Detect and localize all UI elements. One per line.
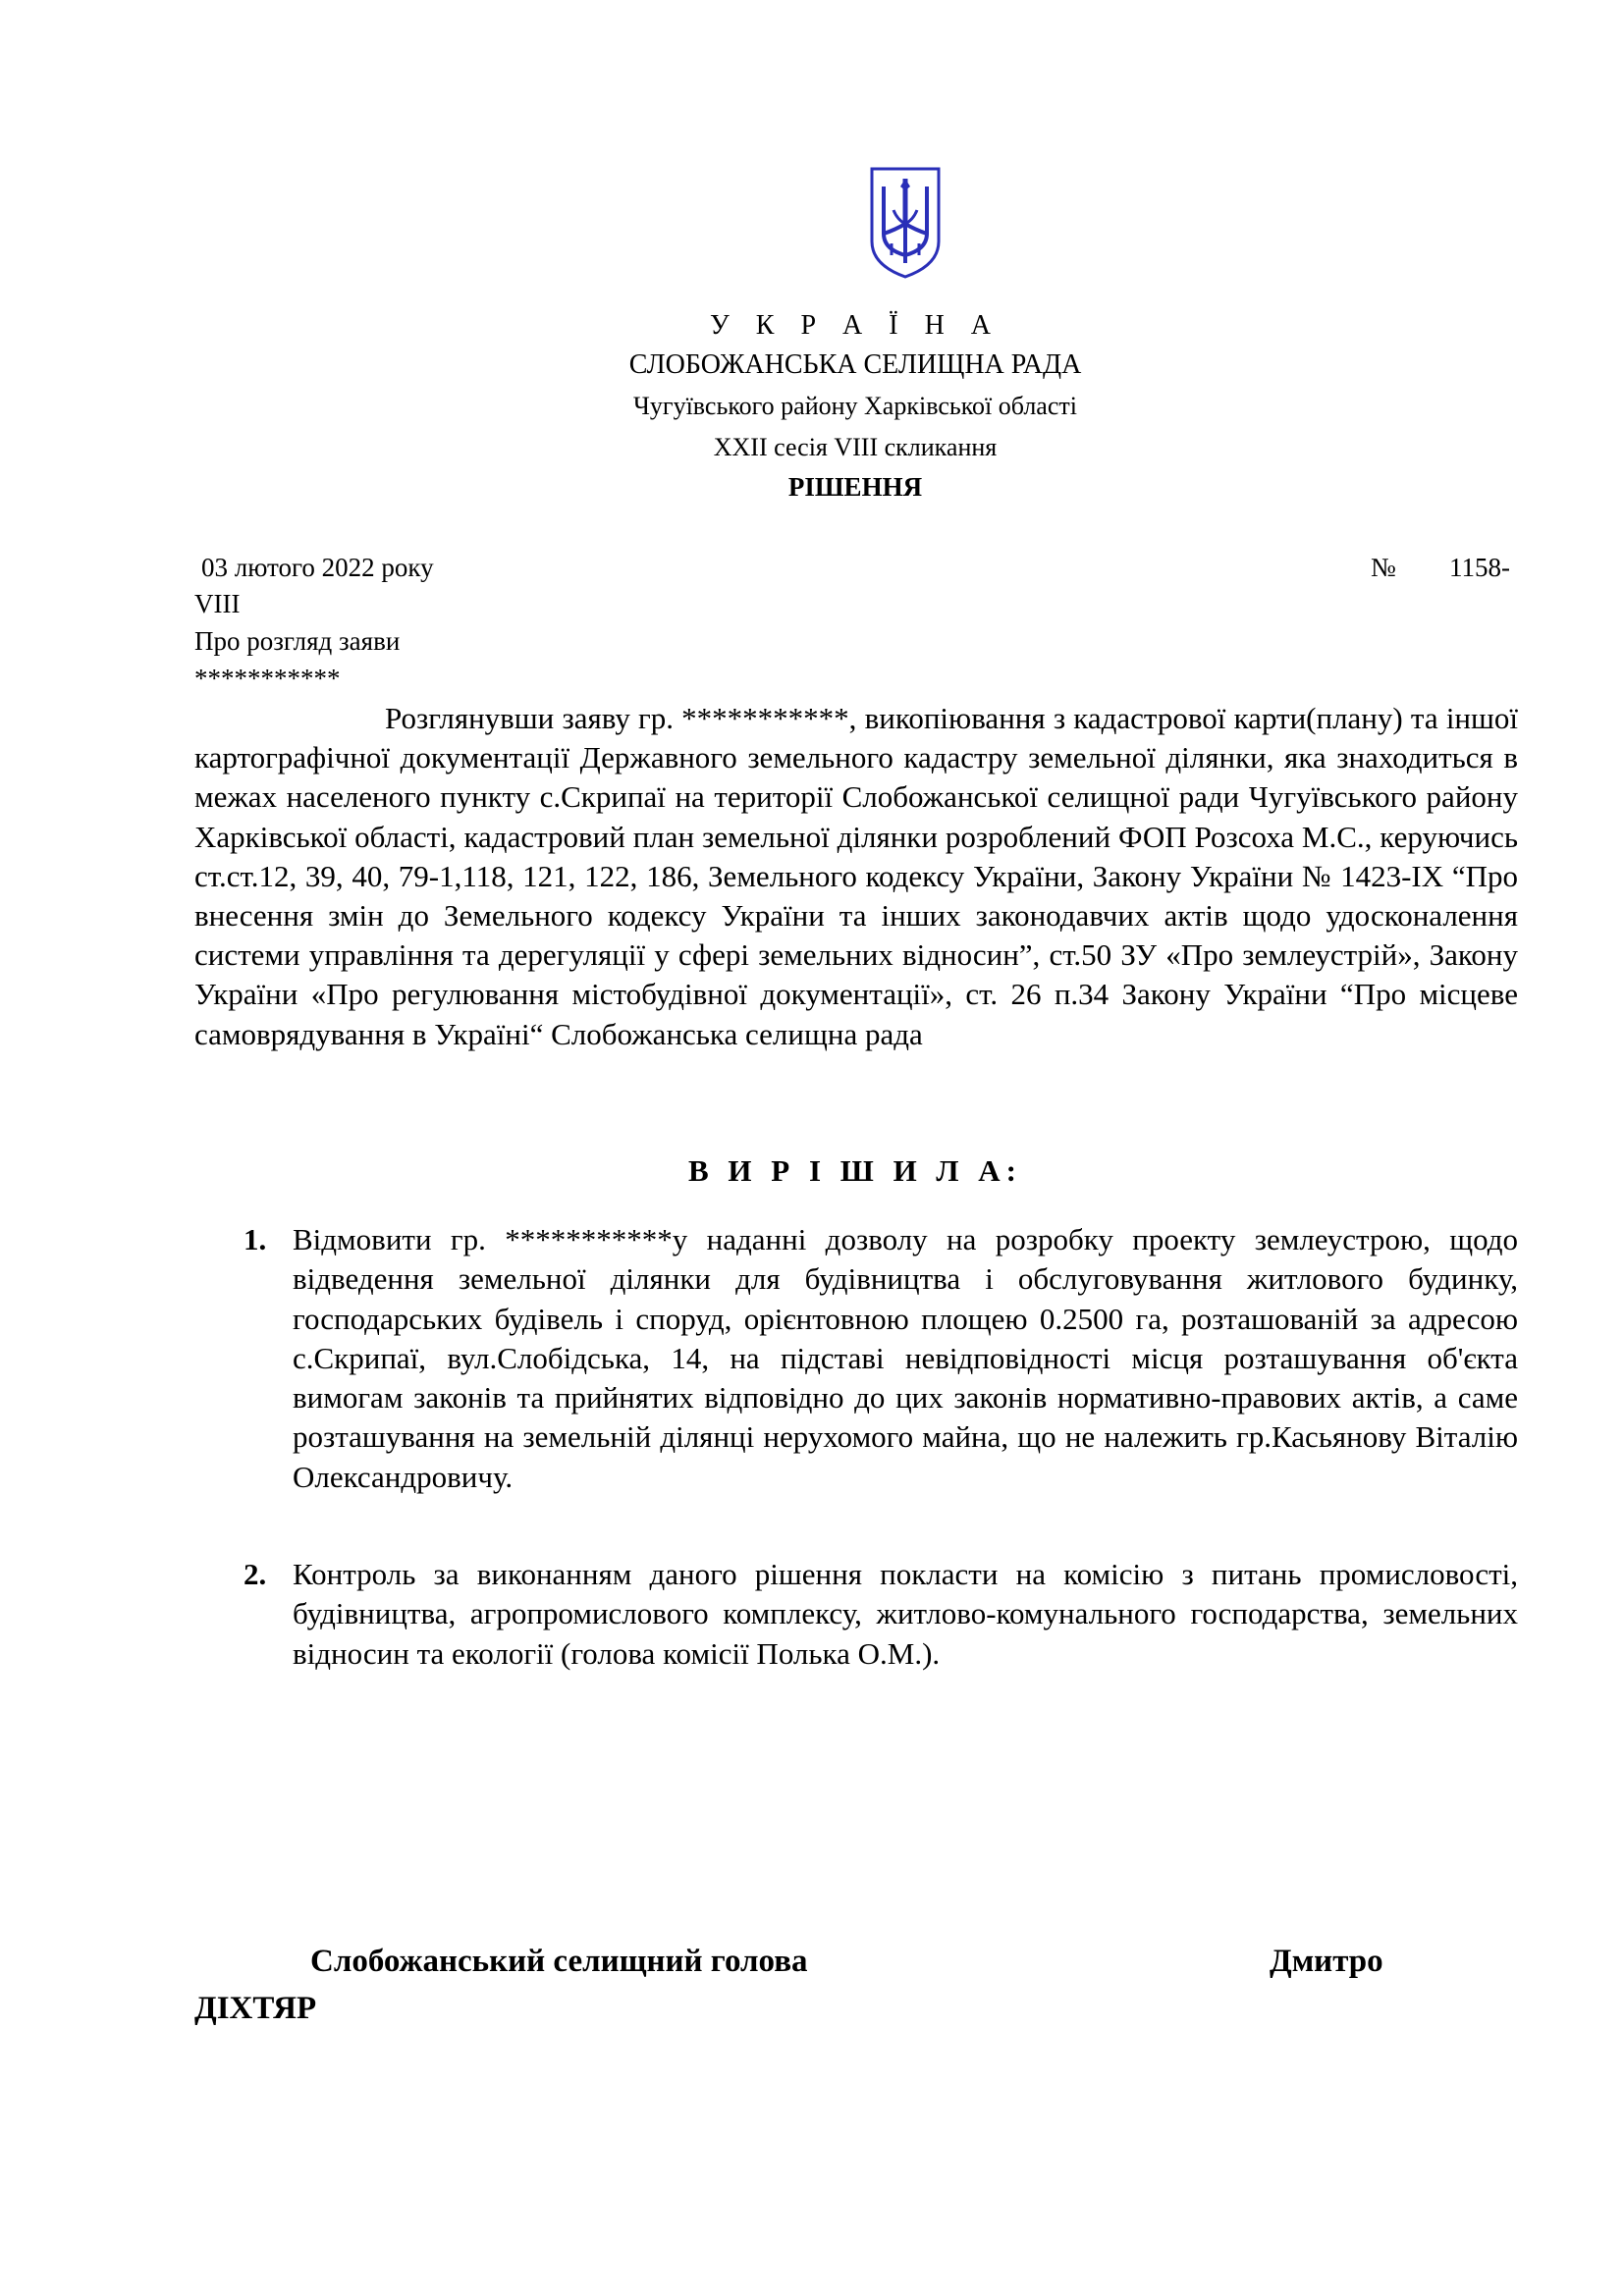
decision-date: 03 лютого 2022 року [201,553,434,582]
district-subtitle: Чугуївського району Харківської області [633,392,1077,420]
signatory-last-name: ДІХТЯР [194,1991,317,2026]
decision-number-suffix: VIII [194,589,241,618]
decision-item [194,1555,1518,1674]
applicant-name-redacted: *********** [194,664,341,693]
item-text: Контроль за виконанням даного рішення покласти на комісію з питань промисловості, будівництва, агропромислового комплексу, житлово-комунального господарства, земельних відносин та екології (голова комісії Полька О.М.). [293,1557,1518,1671]
document-type: РІШЕННЯ [787,472,923,502]
decided-heading: В И Р І Ш И Л А: [687,1153,1022,1188]
number-label: № [1371,553,1396,582]
item-text: Відмовити гр. ***********у наданні дозволу на розробку проекту землеустрою, щодо відведення земельної ділянки для будівництва і обслуговування житлового будинку, господарських будівель і споруд, орієнтовною площею 0.2500 га, розташованій за адресою с.Скрипаї, вул.Слобідська, 14, на підставі невідповідності місця розташування об'єкта вимогам законів та прийнятих відповідно до цих законів нормативно-правових актів, а саме розташування на земельній ділянці нерухомого майна, що не належить гр.Касьянову Віталію Олександровичу. [293,1222,1518,1494]
council-title: СЛОБОЖАНСЬКА СЕЛИЩНА РАДА [628,349,1082,380]
item-number: 2. [244,1557,267,1591]
session-subtitle: XXII сесія VIII скликання [713,433,998,461]
decision-number: 1158- [1449,553,1510,582]
decision-subject: Про розгляд заяви [194,626,401,656]
signatory-title: Слобожанський селищний голова [310,1944,808,1979]
item-number: 1. [244,1222,267,1256]
preamble-paragraph: Розглянувши заяву гр. ***********, викопіювання з кадастрової карти(плану) та іншої картографічної документації Державного земельного кадастру земельної ділянки, яка знаходиться в межах населеного пункту с.Скрипаї на території Слобожанської селищної ради Чугуївського району Харківської області, кадастровий план земельної ділянки розроблений ФОП Розсоха М.С., керуючись ст.ст.12, 39, 40, 79-1,118, 121, 122, 186, Земельного кодексу України, Закону України № 1423-IX “Про внесення змін до Земельного кодексу України та інших законодавчих актів щодо удосконалення системи управління та дерегуляції у сфері земельних відносин”, ст.50 ЗУ «Про землеустрій», Закону України «Про регулювання містобудівної документації», ст. 26 п.34 Закону України “Про місцеве самоврядування в Україні“ Слобожанська селищна рада [194,701,1518,1051]
decision-item [194,1220,1518,1497]
signatory-first-name: Дмитро [1270,1944,1383,1979]
country-title: У К Р А Ї Н А [709,310,1001,341]
trident-coat-of-arms-icon [868,165,943,281]
